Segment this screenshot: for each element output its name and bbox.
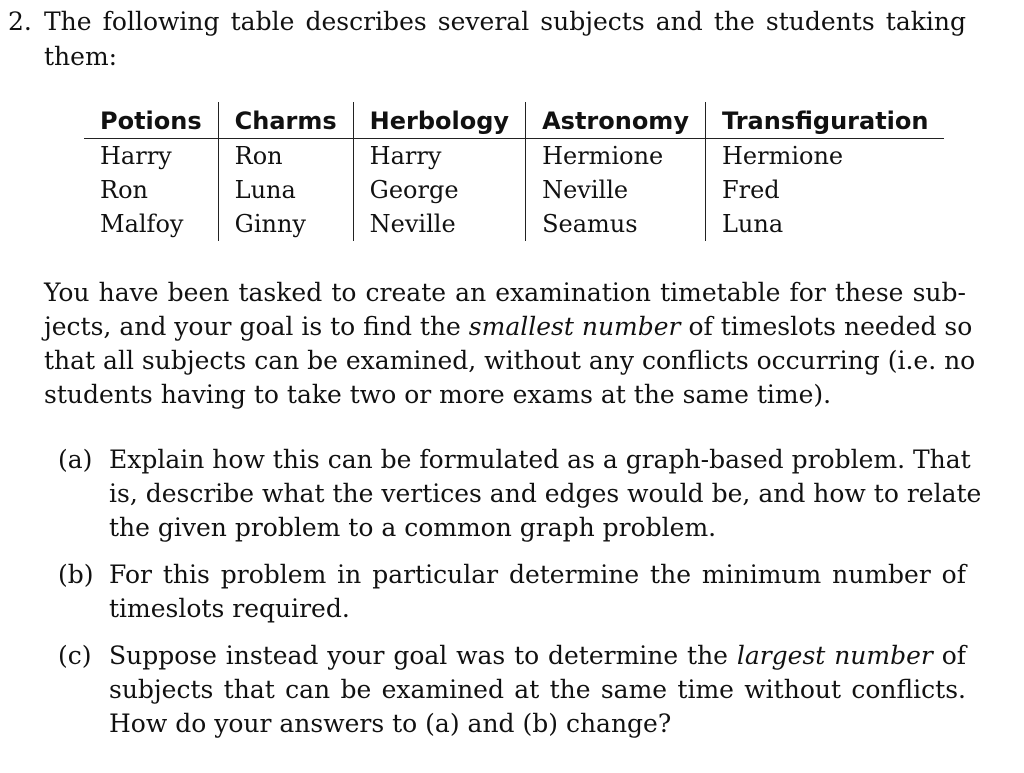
paragraph-line-3: that all subjects can be examined, without any conflicts occurring (i.e. no (44, 346, 976, 375)
paragraph-line-2 (44, 310, 973, 344)
table-cell: Seamus (526, 207, 706, 241)
table-cell: Hermione (526, 139, 706, 174)
column-header-charms: Charms (218, 102, 353, 139)
question-intro-line-1: The following table describes several subjects and the students taking (44, 7, 966, 36)
table-cell: Harry (353, 139, 525, 174)
table-row (84, 207, 944, 241)
part-a-line-3: the given problem to a common graph problem. (109, 513, 717, 542)
table-cell: Luna (721, 210, 784, 238)
part-b-label: (b) (58, 560, 94, 589)
table-cell: Hermione (721, 142, 844, 170)
table-cell: George (353, 173, 525, 207)
part-c-line-3: How do your answers to (a) and (b) change? (109, 709, 672, 738)
part-c-line-1 (109, 639, 966, 673)
table-row (84, 139, 944, 174)
table-cell: Harry (84, 139, 218, 174)
question-number: 2. (8, 7, 32, 36)
part-a-line-1: Explain how this can be formulated as a graph-based problem. That (109, 445, 971, 474)
table-cell: Ron (218, 139, 353, 174)
part-a-line-2: is, describe what the vertices and edges would be, and how to relate (109, 479, 982, 508)
column-header-herbology: Herbology (353, 102, 525, 139)
table-cell: Luna (218, 173, 353, 207)
paragraph-line-4: students having to take two or more exams at the same time). (44, 380, 832, 409)
table-cell: Fred (721, 176, 780, 204)
emphasis-smallest-number: smallest number (468, 312, 681, 341)
part-c-line-1-start: Suppose instead your goal was to determine the (109, 641, 728, 670)
column-header-transfiguration: Transfiguration (705, 102, 944, 139)
part-b-line-2: timeslots required. (109, 594, 350, 623)
part-c-label: (c) (58, 641, 92, 670)
part-c-line-2: subjects that can be examined at the same time without conflicts. (109, 675, 966, 704)
table-cell: Ginny (218, 207, 353, 241)
part-a-label: (a) (58, 445, 93, 474)
column-header-astronomy: Astronomy (526, 102, 706, 139)
paragraph-line-1: You have been tasked to create an examination timetable for these sub- (44, 278, 966, 307)
subjects-table (84, 102, 944, 241)
table-cell: Ron (84, 173, 218, 207)
table-row (84, 173, 944, 207)
table-cell: Neville (526, 173, 706, 207)
emphasis-largest-number: largest number (736, 641, 933, 670)
part-c-line-1-end: of (941, 641, 967, 670)
question-intro-line-2: them: (44, 42, 118, 71)
table-cell: Malfoy (84, 207, 218, 241)
table-cell: Neville (353, 207, 525, 241)
table-header-row (84, 102, 944, 139)
column-header-potions: Potions (84, 102, 218, 139)
paragraph-line-2-end: of timeslots needed so (688, 312, 973, 341)
paragraph-line-2-start: jects, and your goal is to find the (44, 312, 461, 341)
part-b-line-1: For this problem in particular determine the minimum number of (109, 560, 966, 589)
